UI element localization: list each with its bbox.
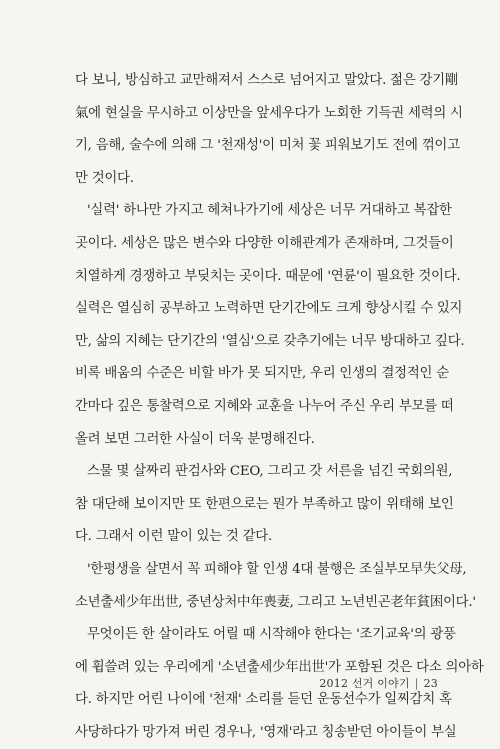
text-line: 비록 배움의 수준은 비할 바가 못 되지만, 우리 인생의 결정적인 순 <box>75 366 449 382</box>
text-line: 소년출세少年出世, 중년상처中年喪妻, 그리고 노년빈곤老年貧困이다.' <box>75 594 476 610</box>
paragraph-2 <box>75 195 465 456</box>
text-line: 실력은 열심히 공부하고 노력하면 단기간에도 크게 향상시킬 수 있지 <box>75 301 463 317</box>
text-line: 다. 그래서 이런 말이 있는 것 같다. <box>75 529 272 545</box>
text-line: 다. 하지만 어린 나이에 '천재' 소리를 듣던 운동선수가 일찌감치 혹 <box>75 692 452 708</box>
running-title: 2012 선거 이야기 <box>319 677 410 690</box>
footer-separator: | <box>414 677 419 690</box>
body-text <box>75 65 484 749</box>
paragraph-1 <box>75 65 463 195</box>
text-line: 만 것이다. <box>75 170 134 186</box>
paragraph-3 <box>75 456 454 554</box>
text-line: '실력' 하나만 가지고 헤쳐나가기에 세상은 너무 거대하고 복잡한 <box>87 203 452 219</box>
text-line: 기, 음해, 술수에 의해 그 '천재성'이 미처 꽃 피워보기도 전에 꺾이고 <box>75 138 460 154</box>
text-line: 간마다 깊은 통찰력으로 지혜와 교훈을 나누어 주신 우리 부모를 떠 <box>75 398 454 414</box>
text-line: '한평생을 살면서 꼭 피해야 할 인생 4대 불행은 조실부모早失父母, <box>87 561 467 577</box>
text-line: 에 휩쓸려 있는 우리에게 '소년출세少年出世'가 포함된 것은 다소 의아하 <box>75 659 484 675</box>
text-line: 올려 보면 그러한 사실이 더욱 분명해진다. <box>75 431 315 447</box>
page-number: 23 <box>423 677 438 690</box>
text-line: 氣에 현실을 무시하고 이상만을 앞세우다가 노회한 기득권 세력의 시 <box>75 105 463 121</box>
paragraph-quote <box>75 554 476 619</box>
text-line: 다 보니, 방심하고 교만해져서 스스로 넘어지고 말았다. 젊은 강기剛 <box>75 73 459 88</box>
text-line: 사당하다가 망가져 버린 경우나, '영재'라고 칭송받던 아이들이 부실 <box>75 724 457 740</box>
text-line: 무엇이든 한 살이라도 어릴 때 시작해야 한다는 '조기교육'의 광풍 <box>87 627 456 643</box>
page-footer <box>319 675 438 691</box>
text-line: 만, 삶의 지혜는 단기간의 '열심'으로 갖추기에는 너무 방대하고 깊다. <box>75 333 465 349</box>
text-line: 곳이다. 세상은 많은 변수와 다양한 이해관계가 존재하며, 그것들이 <box>75 235 454 251</box>
text-line: 치열하게 경쟁하고 부딪치는 곳이다. 때문에 '연륜'이 필요한 것이다. <box>75 268 461 284</box>
text-line: 참 대단해 보이지만 또 한편으로는 뭔가 부족하고 많이 위태해 보인 <box>75 496 454 512</box>
text-line: 스물 몇 살짜리 판검사와 CEO, 그리고 갓 서른을 넘긴 국회의원, <box>87 464 453 480</box>
